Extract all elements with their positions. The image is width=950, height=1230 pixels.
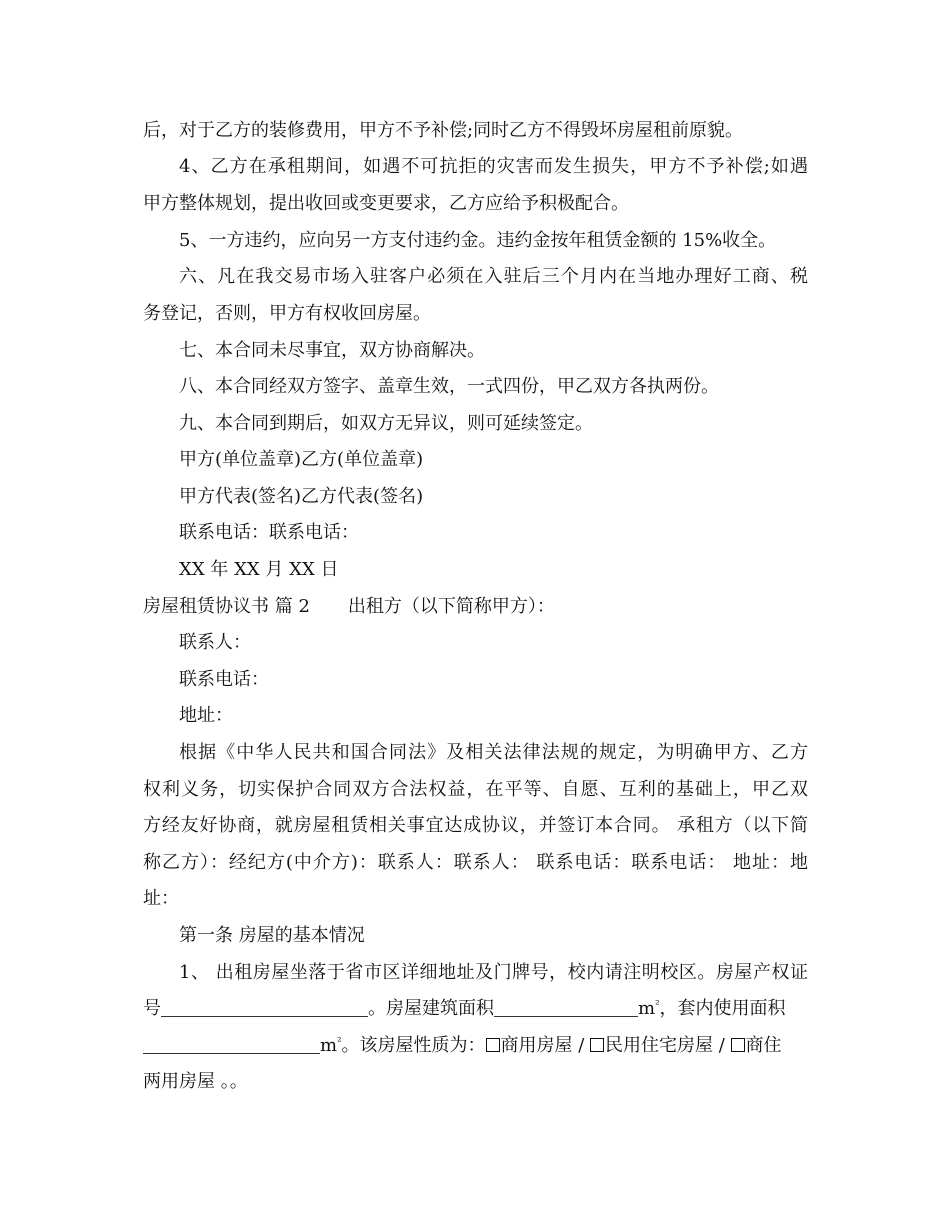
party-seal-line: 甲方(单位盖章)乙方(单位盖章): [179, 449, 424, 470]
contact-person-line: 联系人：: [179, 632, 251, 653]
clause-7-line: 七、本合同未尽事宜，双方协商解决。: [179, 340, 485, 361]
clause-6-line-cont: 务登记，否则，甲方有权收回房屋。: [143, 303, 431, 324]
preamble-line-end: 址：: [143, 888, 179, 909]
property-type-line: $m^{^2}$。该房屋性质为： 商用房屋 / 民用住宅房屋 / 商住: [143, 1034, 808, 1058]
property-cert-line: 号 。房屋建筑面积 $m^{^2}$，套内使用面积: [143, 998, 786, 1019]
preamble-line: 权利义务，切实保护合同双方合法权益，在平等、自愿、互利的基础上，甲乙双: [143, 779, 808, 800]
agreement-heading-row: [143, 595, 808, 619]
lessor-label: 出租方（以下简称甲方）：: [347, 596, 555, 617]
contact-phone-line: 联系电话：: [179, 669, 269, 690]
residential-checkbox[interactable]: [590, 1038, 604, 1052]
clause-8-line: 八、本合同经双方签字、盖章生效，一式四份，甲乙双方各执两份。: [179, 376, 719, 397]
preamble-line: 称乙方）：经纪方(中介方)：联系人：联系人： 联系电话：联系电话： 地址：地: [143, 852, 808, 873]
address-line: 地址：: [179, 705, 233, 726]
clause-6-line: 六、凡在我交易市场入驻客户必须在入驻后三个月内在当地办理好工商、税: [179, 266, 808, 287]
clause-9-line: 九、本合同到期后，如双方无异议，则可延续签定。: [179, 413, 593, 434]
clause-4-line-cont: 甲方整体规划，提出收回或变更要求，乙方应给予积极配合。: [143, 193, 629, 214]
article-1-heading: 第一条 房屋的基本情况: [179, 925, 365, 946]
paragraph-line: 后，对于乙方的装修费用，甲方不予补偿;同时乙方不得毁坏房屋租前原貌。: [143, 120, 744, 141]
mixed-use-checkbox[interactable]: [731, 1038, 745, 1052]
preamble-line: 根据《中华人民共和国合同法》及相关法律法规的规定，为明确甲方、乙方: [179, 742, 808, 763]
usable-area-blank: [143, 1035, 320, 1054]
building-area-blank: [494, 998, 638, 1017]
date-line: XX 年 XX 月 XX 日: [179, 559, 339, 580]
agreement-title: 房屋租赁协议书 篇 2: [143, 596, 310, 617]
party-signature-line: 甲方代表(签名)乙方代表(签名): [179, 486, 424, 507]
article-1-item-1: 1、 出租房屋坐落于省市区详细地址及门牌号，校内请注明校区。房屋产权证: [179, 962, 808, 983]
clause-5-line: 5、一方违约，应向另一方支付违约金。违约金按年租赁金额的 15%收全。: [179, 230, 777, 251]
property-type-line-cont: 两用房屋 。。: [143, 1071, 248, 1092]
cert-number-blank: [161, 998, 368, 1017]
clause-4-line: 4、乙方在承租期间，如遇不可抗拒的灾害而发生损失，甲方不予补偿;如遇: [179, 156, 808, 177]
party-phone-line: 联系电话：联系电话：: [179, 522, 359, 543]
commercial-checkbox[interactable]: [486, 1038, 500, 1052]
preamble-line: 方经友好协商，就房屋租赁相关事宜达成协议，并签订本合同。 承租方（以下简: [143, 815, 808, 836]
